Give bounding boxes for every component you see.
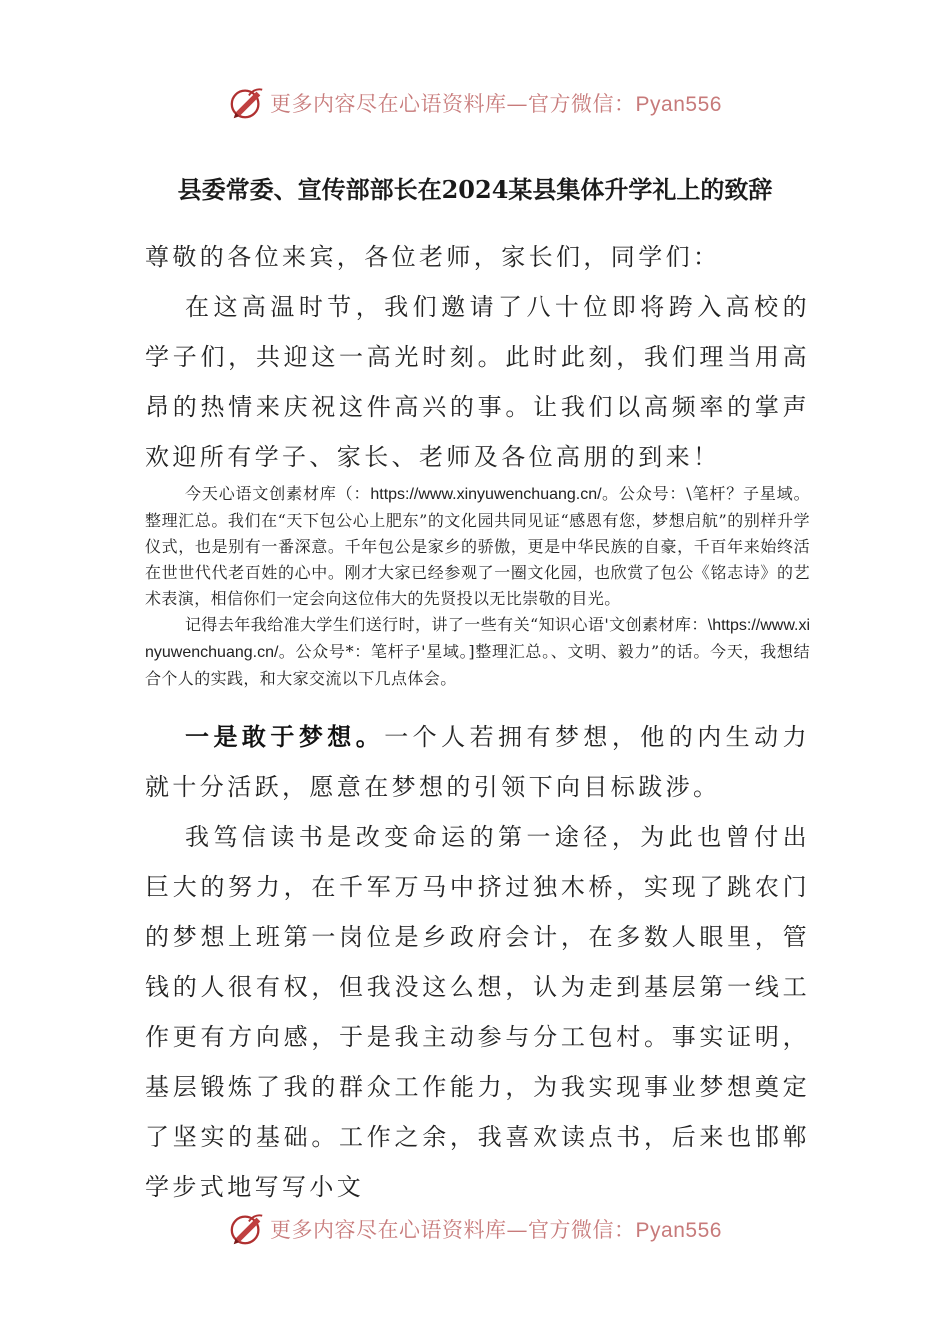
- paragraph-welcome: 在这高温时节，我们邀请了八十位即将跨入高校的学子们，共迎这一高光时刻。此时此刻，我们理当用高昂的热情来庆祝这件高兴的事。让我们以高频率的掌声欢迎所有学子、家长、老师及各位高朋的到来！: [145, 293, 810, 471]
- banner-text: 更多内容尽在心语资料库—官方微信：Pyan556: [270, 1218, 722, 1242]
- paragraph-culture-park: 今天心语文创素材库（：https://www.xinyuwenchuang.cn/。公众号：\笔杆？子星域。整理汇总。我们在“天下包公心上肥东”的文化园共同见证“感恩有您，梦想启航”的别样升学仪式，也是别有一番深意。千年包公是家乡的骄傲，更是中华民族的自豪，千百年来始终活在世世代代老百姓的心中。刚才大家已经参观了一圈文化园，也欣赏了包公《铭志诗》的艺术表演，相信你们一定会向这位伟大的先贤投以无比崇敬的目光。: [145, 484, 811, 608]
- point-one-heading: 一是敢于梦想。: [185, 722, 385, 751]
- banner-wechat-id: Pyan556: [635, 93, 722, 116]
- small-print-section: [145, 481, 810, 692]
- source-url-2: \https://www.xinyuwenchuang.cn/: [145, 617, 810, 661]
- point-one: 一是敢于梦想。一个人若拥有梦想，他的内生动力就十分活跃，愿意在梦想的引领下向目标跋涉。: [145, 722, 810, 801]
- paragraph-reading: 我笃信读书是改变命运的第一途径，为此也曾付出巨大的努力，在千军万马中挤过独木桥，实现了跳农门的梦想上班第一岗位是乡政府会计，在多数人眼里，管钱的人很有权，但我没这么想，认为走到基层第一线工作更有方向感，于是我主动参与分工包村。事实证明，基层锻炼了我的群众工作能力，为我实现事业梦想奠定了坚实的基础。工作之余，我喜欢读点书，后来也邯郸学步式地写写小文: [145, 823, 810, 1201]
- banner-wechat-id: Pyan556: [635, 1219, 722, 1242]
- paragraph-last-year: 记得去年我给准大学生们送行时，讲了一些有关“知识心语'文创素材库：\https://www.xinyuwenchuang.cn/。公众号*：笔杆子'星域。]整理汇总。、文明、毅力”的话。今天，我想结合个人的实践，和大家交流以下几点体会。: [145, 615, 810, 688]
- pen-logo-icon: [228, 84, 266, 122]
- footer-watermark-banner: [0, 1209, 950, 1249]
- document-body: [145, 232, 810, 482]
- source-url: https://www.xinyuwenchuang.cn/: [370, 486, 602, 503]
- document-title: 县委常委、宣传部部长在2024某县集体升学礼上的致辞: [177, 175, 773, 204]
- banner-text: 更多内容尽在心语资料库—官方微信：Pyan556: [270, 92, 722, 116]
- header-watermark-banner: [0, 83, 950, 123]
- document-body-continued: [145, 712, 810, 1212]
- salutation: 尊敬的各位来宾，各位老师，家长们，同学们：: [145, 243, 721, 271]
- pen-logo-icon: [228, 1210, 266, 1248]
